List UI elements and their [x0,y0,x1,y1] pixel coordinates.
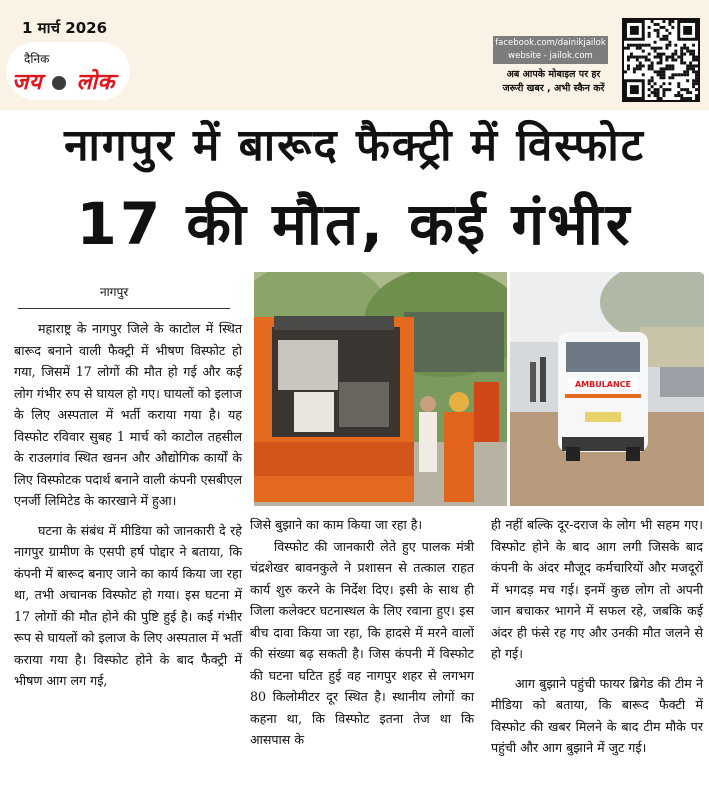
issue-date: 1 मार्च 2026 [22,19,108,37]
article-column-1 [14,318,242,692]
ambulance-image [510,272,704,506]
newspaper-logo [12,66,115,96]
dateline: नागपुर [100,285,129,299]
paragraph-continuation: जिसे बुझाने का काम किया जा रहा है। [250,517,423,532]
logo-text-lok: लोक [76,70,115,95]
facebook-link: facebook.com/dainikjailok [495,38,606,48]
paragraph: महाराष्ट्र के नागपुर जिले के काटोल में स्थित बारूद बनाने वाली फैक्ट्री में भीषण विस्फोट हो गया, जिसमें 17 लोगों की मौत हो गई और कई लोग गंभीर रुप से घायल हो गए। घायलों को इलाज के लिए अस्पताल में भर्ती कराया गया है। यह विस्फोट रविवार सुबह 1 मार्च को काटोल तहसील के राउलगांव स्थित खनन और औद्योगिक कार्यों के लिए विस्फोटक पदार्थ बनाने वाली कंपनी एसबीएल एनर्जी लिमिटेड के कारखाने में हुआ। [14,321,242,508]
paragraph: विस्फोट की जानकारी लेते हुए पालक मंत्री चंद्रशेखर बावनकुले ने प्रशासन से तत्काल राहत कार्य शुरु करने के निर्देश दिए। इसी के साथ ही जिला कलेक्टर घटनास्थल के लिए रवाना हुए। इस बीच दावा किया जा रहा, कि हादसे में मरने वालों की संख्या बढ़ सकती है। जिस कंपनी में विस्फोट की घटना घटित हुई वह नागपुर शहर से लगभग 80 किलोमीटर दूर स्थित है। स्थानीय लोगों का कहना था, कि विस्फोट इतना तेज था कि आसपास के [250,538,474,747]
rescue-truck-image [254,272,507,506]
photo-ambulance [510,272,704,506]
globe-icon [52,76,66,90]
masthead [0,0,709,110]
paragraph: आग बुझाने पहुंची फायर ब्रिगेड की टीम ने मीडिया को बताया, कि बारूद फैक्टी में विस्फोट की खबर मिलने के बाद टीम मौके पर पहुंची और आग बुझाने में जुट गई। [491,675,703,755]
qr-code [622,18,700,102]
paragraph-continuation: ही नहीं बल्कि दूर-दराज के लोग भी सहम गए। विस्फोट होने के बाद आग लगी जिसके बाद कंपनी के अंदर मौजूद कर्मचारियों और मजदूरों में भगदड़ मच गई। इनमें कुछ लोग तो अपनी जान बचाकर भागने में सफल रहे, जबकि कई अंदर ही फंसे रह गए और उनकी मौत जलने से हो गई। [491,517,703,661]
promo-line-1: अब आपके मोबाइल पर हर [506,69,601,80]
article-column-3 [491,514,703,759]
social-links [493,36,608,64]
qr-code-graphic [624,20,698,100]
dateline-divider [18,308,230,309]
logo-subtitle: दैनिक [24,52,50,66]
photo-rescue-truck [254,272,507,506]
paragraph: घटना के संबंध में मीडिया को जानकारी दे रहे नागपुर ग्रामीण के एसपी हर्ष पोद्दार ने बताया, कि कंपनी में बारूद बनाए जाने का कार्य किया जा रहा था, तभी अचानक विस्फोट हो गया। इस घटना में 17 लोगों की मौत होने की पुष्टि हुई है। कई गंभीर रूप से घायलों को इलाज के लिए अस्पताल में भर्ती कराया गया है। विस्फोट होने के बाद फैक्ट्री में भीषण आग लग गई, [14,522,242,688]
headline-line-2: 17 की मौत, कई गंभीर [76,190,633,258]
website-link: website - jailok.com [508,51,593,61]
promo-line-2: जरूरी खबर , अभी स्कैन करें [502,83,605,94]
logo-text-jai: जय [12,70,43,95]
qr-promo-text [491,68,616,96]
headline-line-1: नागपुर में बारूद फैक्ट्री में विस्फोट [64,120,645,171]
article-column-2 [250,514,474,751]
ambulance-label: AMBULANCE [574,380,632,389]
